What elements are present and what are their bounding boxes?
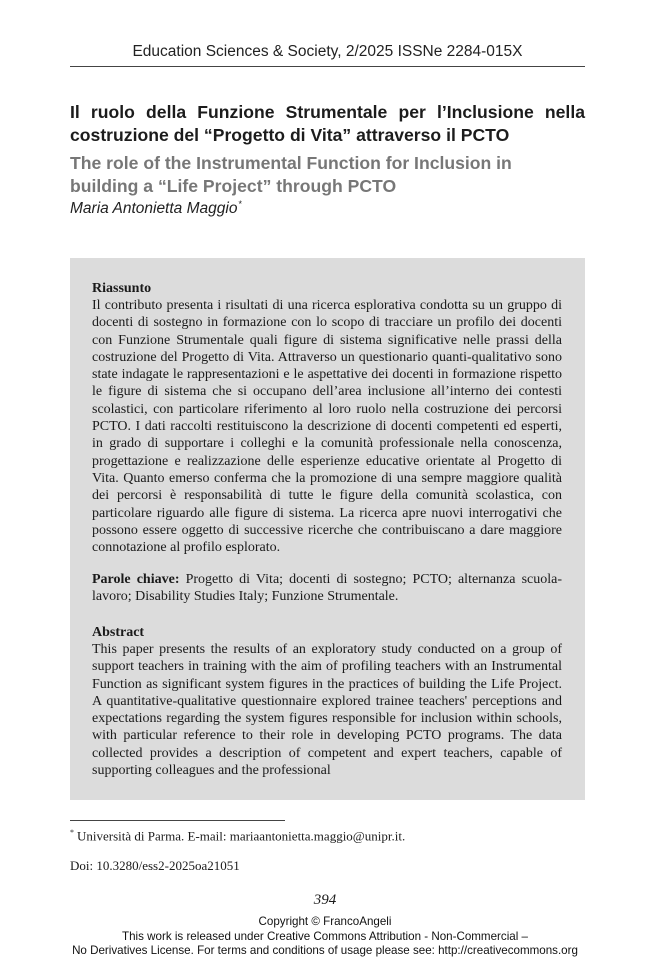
- riassunto-text: Il contributo presenta i risultati di una ricerca esplorativa condotta su un gruppo di docenti di sostegno in formazione con lo scopo di tracciare un profilo dei docenti con Funzione Strumentale quali figure di sistema significative nelle prassi della costruzione del Progetto di Vita. Attraverso un questionario quanti-qualitativo sono state indagate le rappresentazioni e le aspettative dei docenti in formazione rispetto le figure di sistema che si occupano dell’area inclusione all’interno dei contesti scolastici, con particolare riferimento al loro ruolo nella costruzione dei percorsi PCTO. I dati raccolti restituiscono la descrizione di docenti competenti ed esperti, in grado di supportare i colleghi e la comunità professionale nella conoscenza, progettazione e realizzazione delle esperienze educative orientate al Progetto di Vita. Quanto emerso conferma che la promozione di una sempre maggiore qualità dei percorsi è responsabilità di tutte le figure della comunità scolastica, con particolare riguardo alle figure di sistema. La ricerca apre nuovi interrogativi che possono essere oggetto di successive ricerche che contribuiscano a dare maggiore connotazione al profilo esplorato.: [92, 298, 562, 556]
- copyright-line: Copyright © FrancoAngeli: [258, 915, 392, 928]
- keywords-text: Progetto di Vita; docenti di sostegno; PCTO; alternanza scuola-lavoro; Disability Studies Italy; Funzione Strumentale.: [92, 572, 563, 605]
- keywords-paragraph: [92, 571, 562, 606]
- footnote-divider: [70, 820, 285, 821]
- keywords-section: [92, 571, 562, 606]
- riassunto-heading: Riassunto: [92, 281, 152, 296]
- header-divider: [70, 66, 585, 67]
- riassunto-section: [92, 280, 562, 556]
- article-title-italian: Il ruolo della Funzione Strumentale per l’Inclusione nella costruzione del “Progetto di Vita” attraverso il PCTO: [70, 102, 585, 145]
- abstract-section: [92, 624, 562, 779]
- license-line-2: No Derivatives License. For terms and conditions of usage please see: http://creativecommons.org: [72, 944, 578, 957]
- abstract-box: [70, 258, 585, 800]
- author-footnote-mark: *: [238, 199, 242, 209]
- abstract-text: This paper presents the results of an exploratory study conducted on a group of support teachers in training with the aim of profiling teachers with an Instrumental Function as significant system figures in the practices of building the Life Project. A quantitative-qualitative questionnaire explored trainee teachers' perceptions and expectations regarding the system figures responsible for inclusion within schools, with particular reference to their role in developing PCTO programs. The data collected provides a description of competent and expert teachers, capable of supporting colleagues and the professional: [92, 642, 562, 779]
- license-line-1: This work is released under Creative Commons Attribution - Non-Commercial –: [122, 929, 528, 943]
- author-name: Maria Antonietta Maggio: [70, 200, 238, 218]
- article-title-english: The role of the Instrumental Function for Inclusion in building a “Life Project” through PCTO: [70, 153, 512, 196]
- footnote-mark: *: [70, 828, 74, 837]
- author-affiliation-footnote: [70, 828, 405, 844]
- keywords-label: Parole chiave:: [92, 572, 180, 587]
- footnote-text: Università di Parma. E-mail: mariaantonietta.maggio@unipr.it.: [77, 828, 406, 844]
- abstract-heading: Abstract: [92, 625, 145, 640]
- page-number: 394: [313, 892, 337, 908]
- author-line: [70, 199, 242, 218]
- journal-header: Education Sciences & Society, 2/2025 ISSNe 2284-015X: [132, 43, 523, 60]
- license-notice: [0, 915, 650, 959]
- doi-line: Doi: 10.3280/ess2-2025oa21051: [70, 858, 240, 873]
